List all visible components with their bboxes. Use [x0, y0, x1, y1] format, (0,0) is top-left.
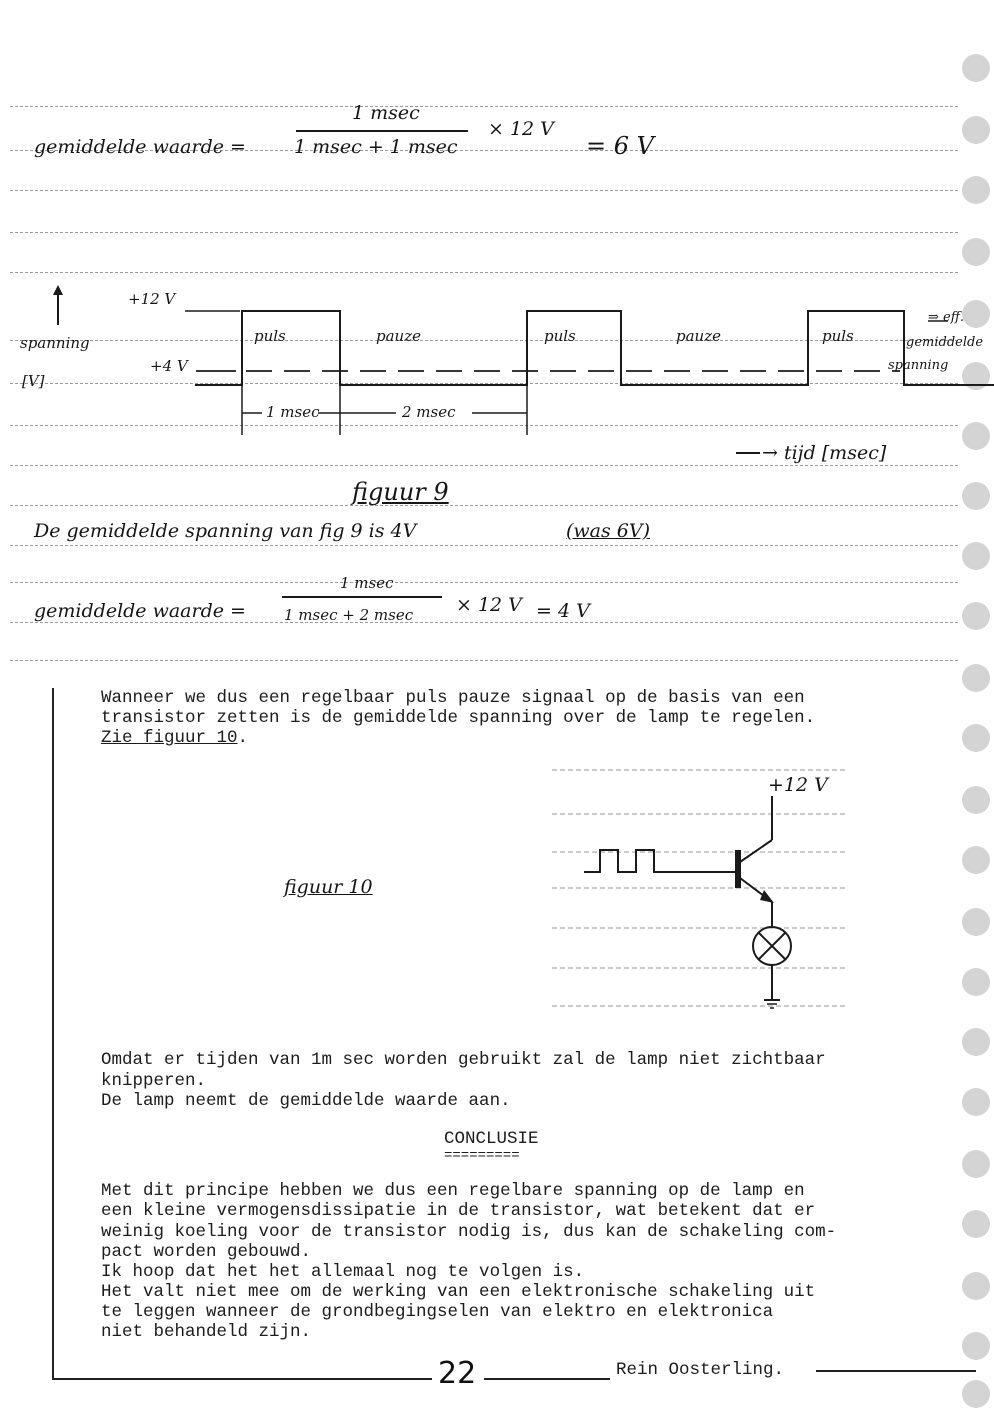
page-number: 22 [438, 1356, 477, 1391]
formula1-denominator: 1 msec + 1 msec [294, 136, 458, 158]
supply-label: +12 V [768, 774, 828, 796]
conclusion-underline: ========= [444, 1148, 520, 1164]
pulse-waveform [195, 311, 994, 385]
axis-arrowhead [53, 285, 63, 295]
figure10-reference: Zie figuur 10 [101, 728, 238, 748]
binder-hole [962, 542, 990, 570]
binder-hole [962, 602, 990, 630]
formula2-numerator: 1 msec [340, 574, 394, 592]
avg-note-top: ⇒ eff. [928, 310, 965, 325]
formula2-fraction-line [282, 596, 442, 598]
ruled-line [10, 190, 958, 191]
ruled-line [10, 660, 958, 661]
emitter-arrow [760, 890, 774, 903]
statement-note: (was 6V) [566, 520, 651, 542]
formula1-fraction-line [296, 130, 468, 132]
figure10-caption: figuur 10 [284, 876, 373, 898]
binder-hole [962, 786, 990, 814]
conclusion-heading: CONCLUSIE [444, 1129, 539, 1149]
conclusion-line: Het valt niet mee om de werking van een elektronische schakeling uit [101, 1282, 816, 1302]
paragraph1-line3-end: . [237, 728, 249, 748]
binder-hole [962, 724, 990, 752]
ruled-line [10, 106, 958, 107]
conclusion-line: pact worden gebouwd. [101, 1242, 312, 1262]
binder-hole [962, 1332, 990, 1360]
formula2-multiplier: × 12 V [456, 594, 522, 616]
segment-puls-1: puls [254, 327, 286, 345]
transistor-collector [740, 840, 772, 862]
conclusion-line: weinig koeling voor de transistor nodig is, dus kan de schakeling com- [101, 1222, 837, 1242]
binder-hole [962, 1380, 990, 1408]
footer-line-mid [484, 1378, 610, 1380]
time-axis-label: → tijd [msec] [762, 442, 887, 464]
binder-hole [962, 1028, 990, 1056]
transistor-circuit [540, 760, 960, 1020]
formula1-multiplier: × 12 V [488, 118, 554, 140]
formula2-label: gemiddelde waarde = [34, 600, 246, 622]
conclusion-line: Met dit principe hebben we dus een regelbare spanning op de lamp en [101, 1181, 805, 1201]
formula1-result: = 6 V [586, 132, 654, 160]
binder-hole [962, 664, 990, 692]
ruled-line [10, 505, 958, 506]
binder-hole [962, 908, 990, 936]
puls-duration: 1 msec [266, 403, 320, 421]
paragraph1-line3 [101, 728, 248, 749]
paragraph1-line2: transistor zetten is de gemiddelde spanning over de lamp te regelen. [101, 708, 816, 728]
figure9-caption: figuur 9 [352, 478, 449, 506]
binder-hole [962, 54, 990, 82]
level-high-label: +12 V [128, 290, 176, 308]
axis-label: spanning [20, 334, 90, 352]
binder-hole [962, 1150, 990, 1178]
ruled-line [10, 622, 958, 623]
binder-hole [962, 482, 990, 510]
avg-note-bottom: spanning [888, 358, 949, 373]
binder-hole [962, 176, 990, 204]
pauze-duration: 2 msec [402, 403, 456, 421]
statement-text: De gemiddelde spanning van fig 9 is 4V [34, 520, 417, 542]
paragraph2-line2: knipperen. [101, 1071, 207, 1091]
conclusion-line: te leggen wanneer de grondbegingselen van elektro en elektronica [101, 1302, 774, 1322]
binder-hole [962, 1210, 990, 1238]
avg-note-mid: gemiddelde [906, 335, 984, 350]
binder-hole [962, 1088, 990, 1116]
level-avg-label: +4 V [150, 357, 188, 375]
axis-unit: [V] [22, 372, 45, 390]
formula1-label: gemiddelde waarde = [34, 136, 246, 158]
segment-pauze-1: pauze [376, 327, 421, 345]
formula2-denominator: 1 msec + 2 msec [284, 606, 414, 624]
conclusion-line: een kleine vermogensdissipatie in de transistor, wat betekent dat er [101, 1201, 816, 1221]
paragraph1-line1: Wanneer we dus een regelbaar puls pauze signaal op de basis van een [101, 688, 805, 708]
paragraph2-line1: Omdat er tijden van 1m sec worden gebruikt zal de lamp niet zichtbaar [101, 1050, 826, 1070]
ruled-line [10, 232, 958, 233]
footer-line-left [52, 1378, 432, 1380]
segment-puls-2: puls [544, 327, 576, 345]
author-signature: Rein Oosterling. [616, 1360, 785, 1380]
ruled-line [10, 582, 958, 583]
left-margin-bar [52, 688, 54, 1378]
binder-hole [962, 238, 990, 266]
segment-puls-3: puls [822, 327, 854, 345]
formula1-numerator: 1 msec [352, 102, 420, 124]
conclusion-line: niet behandeld zijn. [101, 1322, 312, 1342]
paragraph2-line3: De lamp neemt de gemiddelde waarde aan. [101, 1091, 511, 1111]
segment-pauze-2: pauze [676, 327, 721, 345]
binder-hole [962, 1272, 990, 1300]
binder-hole [962, 968, 990, 996]
footer-line-right [816, 1370, 976, 1372]
ruled-line [10, 272, 958, 273]
pulse-train [584, 850, 674, 872]
ruled-line [10, 465, 958, 466]
formula2-result: = 4 V [536, 600, 590, 622]
conclusion-line: Ik hoop dat het het allemaal nog te volgen is. [101, 1262, 585, 1282]
ruled-line [10, 545, 958, 546]
binder-hole [962, 846, 990, 874]
binder-hole [962, 116, 990, 144]
